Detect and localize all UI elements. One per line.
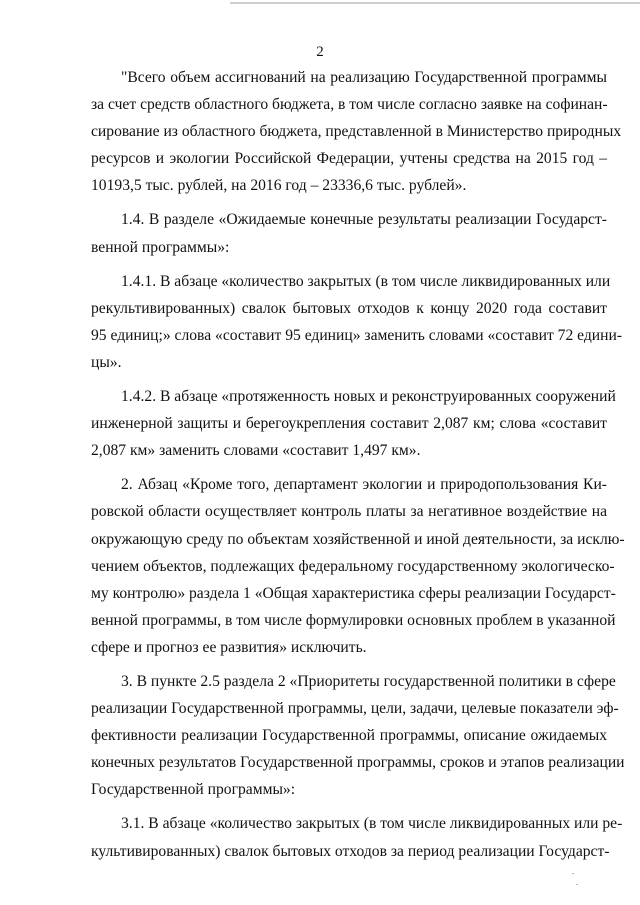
text-line: ресурсов и экологии Российской Федерации, учтены средства на 2015 год – <box>91 150 607 168</box>
scan-top-edge-line <box>230 2 640 4</box>
text-line: 1.4.1. В абзаце «количество закрытых (в том числе ликвидированных или <box>121 272 611 290</box>
text-line: сфере и прогноз ее развития» исключить. <box>91 638 367 656</box>
paragraph-2 <box>91 471 625 661</box>
text-line: 10193,5 тыс. рублей, на 2016 год – 23336,6 тыс. рублей». <box>91 177 467 195</box>
text-line: 1.4. В разделе «Ожидаемые конечные результаты реализации Государст- <box>121 211 607 229</box>
paragraph-1-4-1 <box>91 268 623 376</box>
text-line: окружающую среду по объектам хозяйственной и иной деятельности, за исклю- <box>91 530 625 548</box>
text-line: му контролю» раздела 1 «Общая характеристика сферы реализации Государст- <box>91 584 616 602</box>
text-line: чением объектов, подлежащих федеральному государственному экологическо- <box>91 557 615 575</box>
page-number: 2 <box>316 44 324 60</box>
scan-speck <box>572 873 574 874</box>
paragraph-1-4-2 <box>91 383 616 464</box>
paragraph-1-4 <box>91 206 607 260</box>
document-body <box>91 64 625 865</box>
paragraph-appropriations <box>91 64 622 199</box>
text-line: цы». <box>91 353 122 371</box>
text-line: 3.1. В абзаце «количество закрытых (в том числе ликвидированных или ре- <box>121 815 623 833</box>
paragraph-3 <box>91 668 625 803</box>
text-line: 95 единиц;» слова «составит 95 единиц» заменить словами «составит 72 едини- <box>91 326 623 344</box>
text-line: венной программы»: <box>91 238 230 256</box>
text-line: 1.4.2. В абзаце «протяженность новых и реконструированных сооружений <box>121 388 616 406</box>
text-line: конечных результатов Государственной программы, сроков и этапов реализации <box>91 754 625 772</box>
text-line: 3. В пункте 2.5 раздела 2 «Приоритеты государственной политики в сфере <box>121 672 616 690</box>
text-line: ровской области осуществляет контроль платы за негативное воздействие на <box>91 503 607 521</box>
text-line: фективности реализации Государственной программы, описание ожидаемых <box>91 727 607 745</box>
text-line: венной программы, в том числе формулировки основных проблем в указанной <box>91 611 616 629</box>
text-line: 2,087 км» заменить словами «составит 1,497 км». <box>91 442 421 460</box>
text-line: Государственной программы»: <box>91 781 296 799</box>
text-line: рекультивированных) свалок бытовых отходов к концу 2020 года составит <box>91 299 607 317</box>
text-line: за счет средств областного бюджета, в том числе согласно заявке на софинан- <box>91 96 608 114</box>
paragraph-3-1 <box>91 810 623 864</box>
text-line: сирование из областного бюджета, представленной в Министерство природных <box>91 123 622 141</box>
text-line: инженерной защиты и берегоукрепления составит 2,087 км; слова «составит <box>91 415 607 433</box>
text-line: культивированных) свалок бытовых отходов за период реализации Государст- <box>91 842 610 860</box>
text-line: "Всего объем ассигнований на реализацию Государственной программы <box>121 69 607 86</box>
scan-speck <box>576 884 578 885</box>
text-line: реализации Государственной программы, цели, задачи, целевые показатели эф- <box>91 700 619 718</box>
text-line: 2. Абзац «Кроме того, департамент экологии и природопользования Ки- <box>121 476 607 494</box>
